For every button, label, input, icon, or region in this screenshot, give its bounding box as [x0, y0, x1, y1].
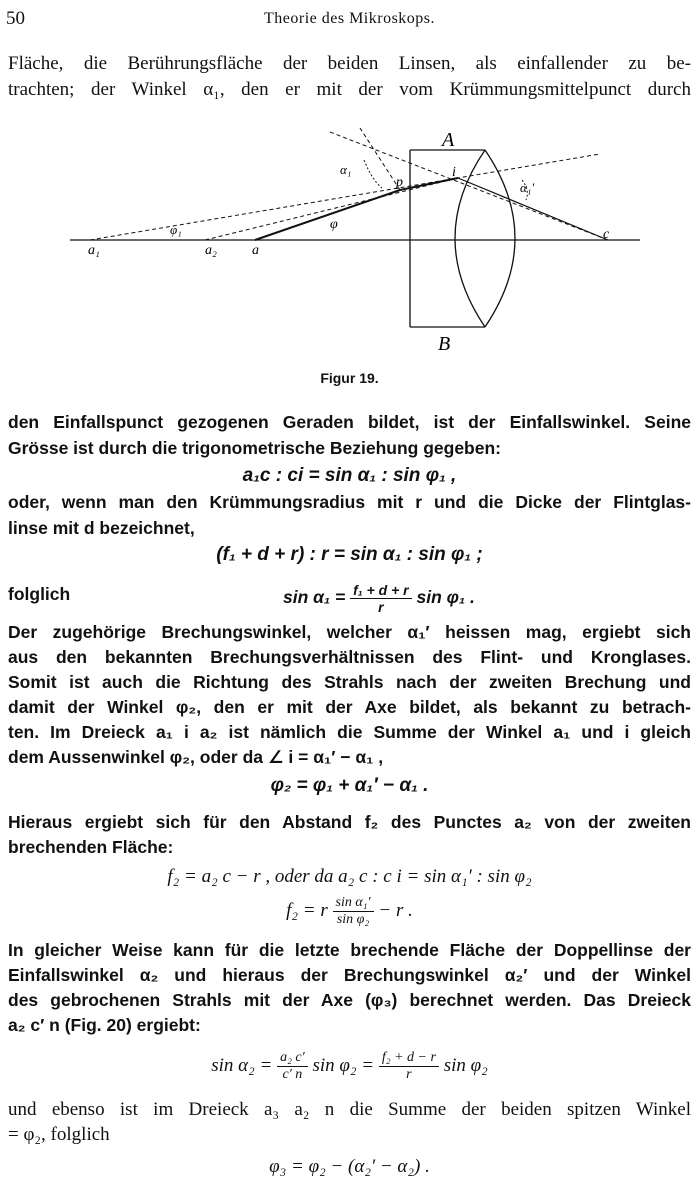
text-line: a₂ c′ n (Fig. 20) ergiebt: — [8, 1015, 201, 1035]
label-A: A — [442, 129, 455, 151]
optics-figure — [0, 120, 699, 360]
figure-caption: Figur 19. — [320, 370, 379, 386]
equation-prefix: folglich — [8, 584, 71, 604]
text-line: In gleicher Weise kann für die letzte brechende Fläche der Doppellinse der — [8, 940, 691, 960]
text-line: des gebrochenen Strahls mit der Axe (φ₃) berechnet werden. Das Dreieck — [8, 990, 691, 1010]
label-p: p — [396, 175, 403, 190]
label-a2: a₂ — [205, 243, 217, 258]
text-line: oder, wenn man den Krümmungsradius mit r und die Dicke der Flintglas- — [8, 492, 691, 512]
text-line: brechenden Fläche: — [8, 837, 174, 857]
text-line: damit der Winkel φ₂, den er mit der Axe bildet, als bekannt zu betrach- — [8, 697, 691, 717]
fraction: $\frac{\text{sin α₁′}}{\text{sin φ₂}}$ — [333, 895, 374, 928]
text-line: = φ₂, folglich — [8, 1124, 110, 1145]
equation: sin α₁ = $\frac{\text{f₁ + d + r}}{r}$ sin φ₁ . — [283, 582, 475, 615]
running-title: Theorie des Mikroskops. — [263, 10, 436, 27]
text-line: Grösse ist durch die trigonometrische Beziehung gegeben: — [8, 438, 501, 458]
dashed-extension — [360, 128, 400, 190]
lens-outer-face — [485, 150, 515, 327]
page-number: 50 — [6, 8, 25, 29]
text-line: Der zugehörige Brechungswinkel, welcher α₁′ heissen mag, ergiebt sich — [8, 622, 691, 642]
equation: sin α₂ = $\frac{\text{a₂ c′}}{c' n}$ sin φ₂ = $\frac{\text{f₂ + d − r}}{r}$ sin φ₂ — [211, 1050, 488, 1082]
equation: a₁c : ci = sin α₁ : sin φ₁ , — [242, 465, 457, 486]
label-a: a — [252, 243, 259, 258]
label-alpha1p: α₁′ — [520, 180, 535, 195]
label-c: c — [603, 227, 610, 242]
text-line: den Einfallspunct gezogenen Geraden bildet, ist der Einfallswinkel. Seine — [8, 412, 691, 432]
text-line: Somit ist auch die Richtung des Strahls nach der zweiten Brechung und — [8, 672, 691, 692]
text-line: linse mit d bezeichnet, — [8, 518, 195, 538]
equation: f₂ = a₂ c − r , oder da a₂ c : c i = sin α₁′ : sin φ₂ — [167, 866, 532, 887]
label-i: i — [452, 165, 456, 180]
fraction: $\frac{\text{f₂ + d − r}}{r}$ — [379, 1050, 439, 1083]
dashed-normal — [330, 132, 608, 240]
text-line: Hieraus ergiebt sich für den Abstand f₂ des Punctes a₂ von der zweiten — [8, 812, 691, 832]
fraction: $\frac{\text{a₂ c′}}{c' n}$ — [277, 1050, 308, 1083]
text-line: Fläche, die Berührungsfläche der beiden Linsen, als einfallender zu be- — [8, 53, 691, 74]
equation: (f₁ + d + r) : r = sin α₁ : sin φ₁ ; — [216, 544, 483, 565]
text-line: und ebenso ist im Dreieck a₃ a₂ n die Summe der beiden spitzen Winkel — [8, 1099, 691, 1120]
label-phi: φ — [330, 217, 338, 232]
angle-arc-alpha1 — [364, 160, 382, 188]
page-header — [6, 8, 693, 32]
text-line: trachten; der Winkel α₁, den er mit der vom Krümmungsmittelpunct durch — [8, 79, 691, 100]
label-a1: a₁ — [88, 243, 100, 258]
text-line: dem Aussenwinkel φ₂, oder da ∠ i = α₁′ − α₁ , — [8, 747, 384, 767]
equation: f₂ = r $\frac{\text{sin α₁′}}{\text{sin φ₂}}$ − r . — [286, 895, 413, 927]
fraction: $\frac{\text{f₁ + d + r}}{r}$ — [350, 582, 412, 615]
lens-curved-face — [455, 150, 485, 327]
equation: φ₂ = φ₁ + α₁′ − α₁ . — [270, 775, 429, 796]
equation: φ₃ = φ₂ − (α₂′ − α₂) . — [269, 1156, 430, 1177]
text-line: ten. Im Dreieck a₁ i a₂ ist nämlich die Summe der Winkel a₁ und i gleich — [8, 722, 691, 742]
label-alpha1: α₁ — [340, 162, 352, 177]
label-phi1: φ₁ — [170, 222, 182, 237]
equation-line — [8, 582, 691, 615]
label-B: B — [438, 333, 451, 355]
text-line: aus den bekannten Brechungsverhältnissen des Flint- und Kronglases. — [8, 647, 691, 667]
text-line: Einfallswinkel α₂ und hieraus der Brechungswinkel α₂′ und der Winkel — [8, 965, 691, 985]
